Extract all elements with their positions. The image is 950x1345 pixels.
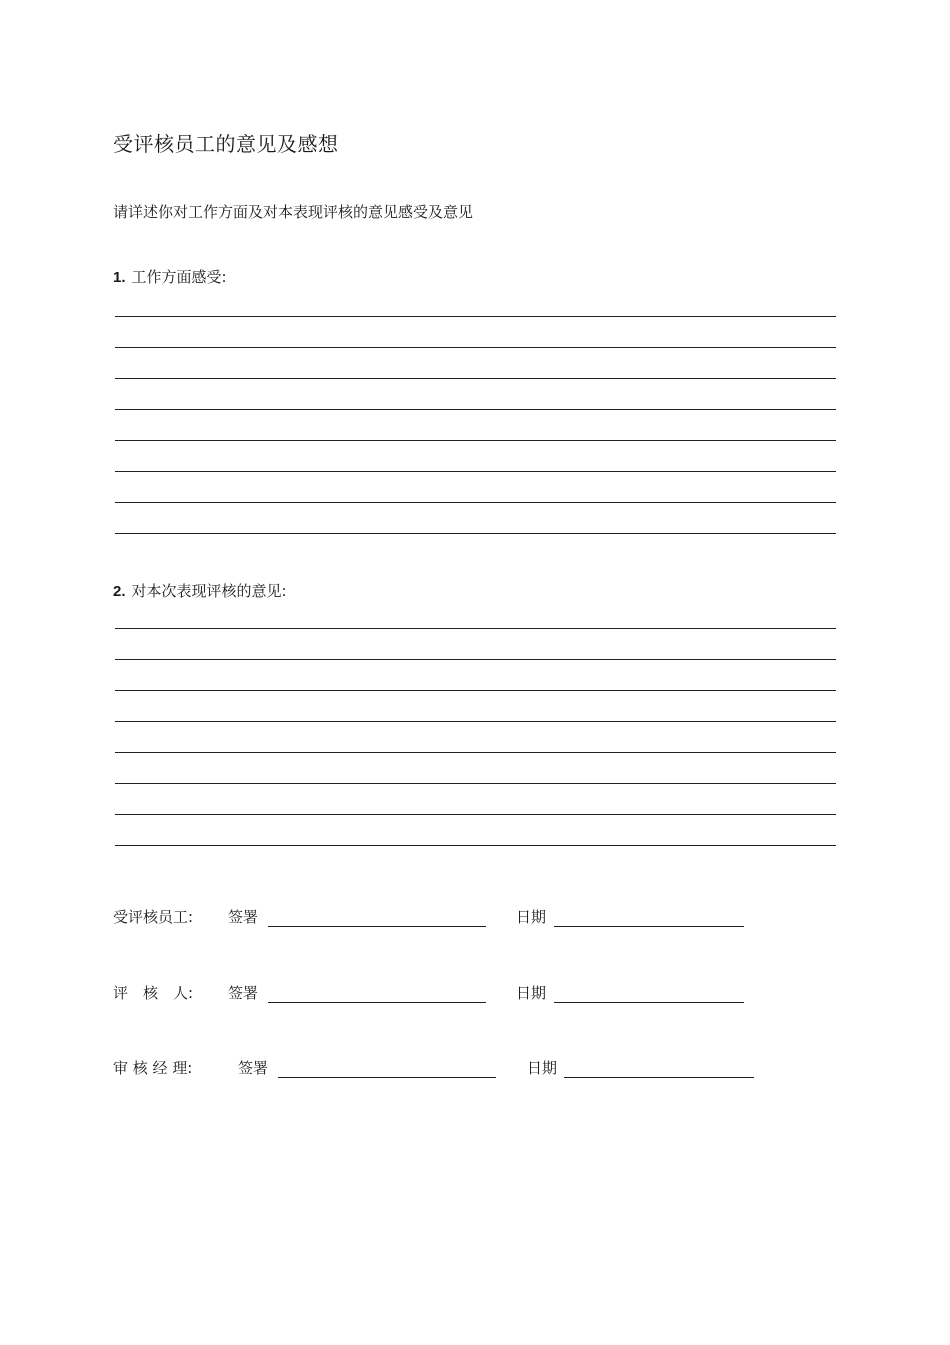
- section-number: 2.: [113, 583, 126, 600]
- signature-blank[interactable]: [268, 926, 486, 927]
- section-label: 对本次表现评核的意见:: [131, 582, 287, 600]
- section-2-answer-lines[interactable]: [115, 628, 836, 846]
- answer-line[interactable]: [115, 471, 836, 502]
- signature-blank[interactable]: [278, 1077, 496, 1078]
- signature-label: 签署: [238, 1059, 269, 1077]
- date-blank[interactable]: [564, 1077, 754, 1078]
- answer-line[interactable]: [115, 440, 836, 471]
- role-label: 审 核 经 理:: [113, 1059, 193, 1077]
- answer-line[interactable]: [115, 502, 836, 533]
- answer-line[interactable]: [115, 814, 836, 845]
- answer-line[interactable]: [115, 845, 836, 846]
- document-title: 受评核员工的意见及感想: [113, 132, 339, 156]
- date-label: 日期: [516, 984, 547, 1002]
- answer-line[interactable]: [115, 783, 836, 814]
- answer-line[interactable]: [115, 690, 836, 721]
- section-1-heading: [113, 266, 227, 287]
- answer-line[interactable]: [115, 533, 836, 534]
- answer-line[interactable]: [115, 316, 836, 347]
- signature-label: 签署: [228, 908, 259, 926]
- role-label: 受评核员工:: [113, 908, 194, 926]
- signature-label: 签署: [228, 984, 259, 1002]
- answer-line[interactable]: [115, 659, 836, 690]
- signature-blank[interactable]: [268, 1002, 486, 1003]
- section-label: 工作方面感受:: [131, 268, 227, 286]
- answer-line[interactable]: [115, 752, 836, 783]
- answer-line[interactable]: [115, 409, 836, 440]
- date-blank[interactable]: [554, 926, 744, 927]
- date-label: 日期: [527, 1059, 558, 1077]
- date-label: 日期: [516, 908, 547, 926]
- answer-line[interactable]: [115, 378, 836, 409]
- section-number: 1.: [113, 269, 126, 286]
- date-blank[interactable]: [554, 1002, 744, 1003]
- answer-line[interactable]: [115, 347, 836, 378]
- section-1-answer-lines[interactable]: [115, 316, 836, 534]
- role-label: 评 核 人:: [113, 984, 194, 1002]
- section-2-heading: [113, 580, 287, 601]
- answer-line[interactable]: [115, 721, 836, 752]
- instruction-text: 请详述你对工作方面及对本表现评核的意见感受及意见: [113, 203, 474, 221]
- answer-line[interactable]: [115, 628, 836, 659]
